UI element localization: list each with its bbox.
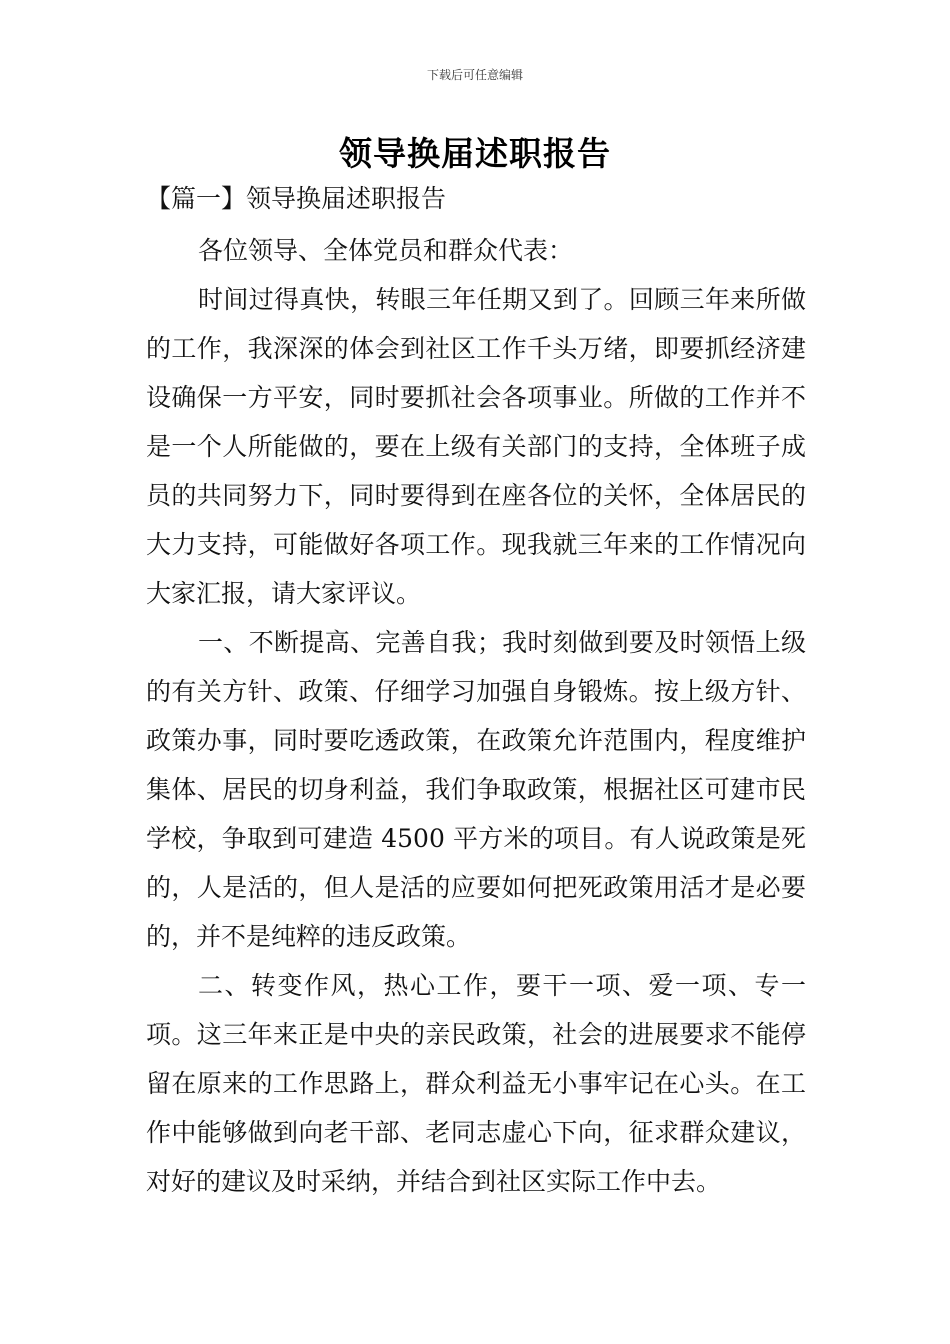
paragraph-salutation: 各位领导、全体党员和群众代表： bbox=[198, 236, 574, 265]
header-note: 下载后可任意编辑 bbox=[426, 68, 523, 82]
document-title: 领导换届述职报告 bbox=[339, 134, 611, 173]
body-text bbox=[146, 226, 806, 1206]
section-heading: 【篇一】领导换届述职报告 bbox=[146, 184, 447, 213]
paragraph-point-two: 二、转变作风，热心工作，要干一项、爱一项、专一项。这三年来正是中央的亲民政策，社会的进展要求不能停留在原来的工作思路上，群众利益无小事牢记在心头。在工作中能够做到向老干部、老同志虚心下向，征求群众建议，对好的建议及时采纳，并结合到社区实际工作中去。 bbox=[146, 971, 806, 1196]
paragraph-intro: 时间过得真快，转眼三年任期又到了。回顾三年来所做的工作，我深深的体会到社区工作千头万绪，即要抓经济建设确保一方平安，同时要抓社会各项事业。所做的工作并不是一个人所能做的，要在上级有关部门的支持，全体班子成员的共同努力下，同时要得到在座各位的关怀，全体居民的大力支持，可能做好各项工作。现我就三年来的工作情况向大家汇报，请大家评议。 bbox=[146, 285, 806, 608]
paragraph-point-one: 一、不断提高、完善自我；我时刻做到要及时领悟上级的有关方针、政策、仔细学习加强自身锻炼。按上级方针、政策办事，同时要吃透政策，在政策允许范围内，程度维护集体、居民的切身利益，我们争取政策，根据社区可建市民学校，争取到可建造 4500 平方米的项目。有人说政策是死的，人是活的，但人是活的应要如何把死政策用活才是必要的，并不是纯粹的违反政策。 bbox=[146, 628, 806, 951]
